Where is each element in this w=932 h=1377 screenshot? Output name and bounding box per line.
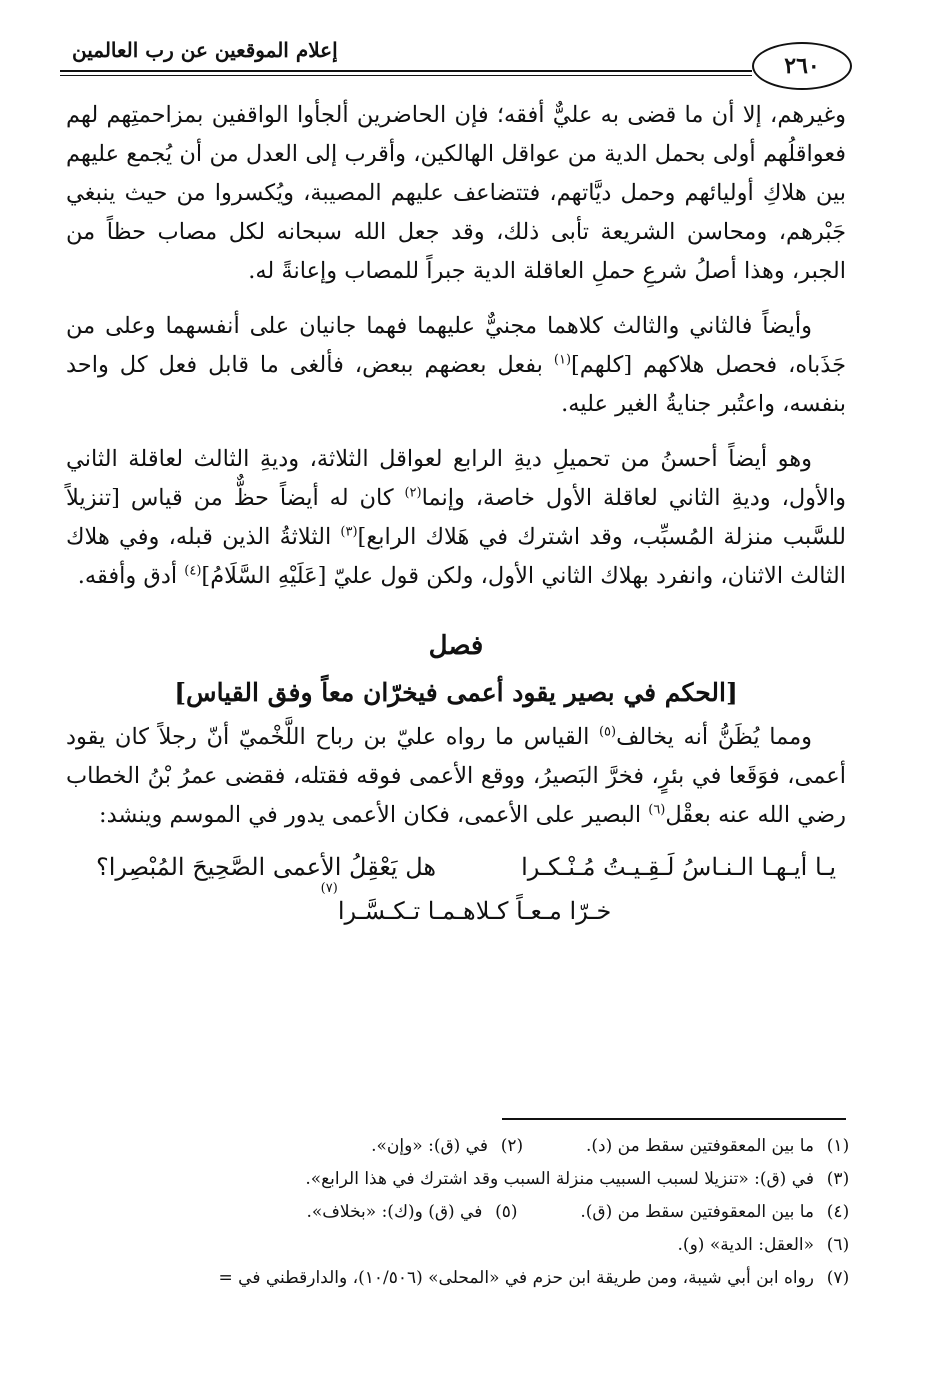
footnote-5 bbox=[307, 1196, 521, 1229]
paragraph-4-text-c: البصير على الأعمى، فكان الأعمى يدور في الموسم وينشد: bbox=[99, 802, 649, 828]
paragraph-1: وغيرهم، إلا أن ما قضى به عليٌّ أفقه؛ فإن الحاضرين ألجأوا الواقفين بمزاحمتِهم لهم فعواقلُهم أولى بحمل الدية من عواقل الهالكين، وأقرب إلى العدل من أن يُجمع عليهم بين هلاكِ أوليائهم وحمل ديَّاتهم، فتتضاعف عليهم المصيبة، ويُكسروا من حيث ينبغي جَبْرهم، ومحاسن الشريعة تأبى ذلك، وقد جعل الله سبحانه لكل مصاب حظاً من الجبر، وهذا أصلُ شرعِ حملِ العاقلة الدية جبراً للمصاب وإعانةً له. bbox=[66, 102, 846, 284]
footnote-3 bbox=[305, 1163, 852, 1196]
footnotes bbox=[40, 1130, 852, 1295]
footnote-7 bbox=[219, 1262, 852, 1295]
verse-hemistich-right: يـا أيـهـا الـنـاسُ لَـقِـيـتُ مُـنْـكـرا bbox=[521, 853, 836, 881]
paragraph-3-text-c: الثلاثةُ الذين قبله، وفي هلاك الثالث الاثنان، وانفرد بهلاك الثاني الأول، ولكن قول عليّ [عَلَيْهِ السَّلَامُ] bbox=[66, 524, 846, 589]
footnote-5-number: (٥) bbox=[495, 1202, 518, 1222]
verse-line-2-text: خـرّا مـعـاً كـلاهـمـا تـكـسَّـرا bbox=[337, 897, 612, 925]
verse-hemistich-left: هل يَعْقِلُ الأعمى الصَّحِيحَ المُبْصِرا؟ bbox=[96, 853, 437, 881]
paragraph-2-text-a: وأيضاً فالثاني والثالث كلاهما مجنيٌّ عليهما فهما جانيان على أنفسهما وعلى من جَذَباه، فحصل هلاكهم [كلهم] bbox=[66, 313, 846, 378]
footnote-ref-6: (٦) bbox=[648, 802, 666, 818]
footnote-1 bbox=[586, 1130, 852, 1163]
footnote-3-number: (٣) bbox=[826, 1169, 850, 1189]
footnote-6-number: (٦) bbox=[826, 1235, 850, 1255]
footnote-line-5 bbox=[40, 1262, 852, 1295]
section-subheading: [الحكم في بصير يقود أعمى فيخرّان معاً وفق القياس] bbox=[174, 678, 738, 707]
paragraph-2-text-b: بفعل بعضهم ببعض، فألغى ما قابل فعل كل واحد بنفسه، واعتُبر جنايةُ الغير عليه. bbox=[66, 352, 846, 417]
footnote-5-text: في (ق) و(ك): «بخلاف». bbox=[306, 1202, 483, 1222]
footnote-2-text: في (ق): «وإن». bbox=[371, 1136, 488, 1156]
footnote-ref-7: (٧) bbox=[320, 881, 338, 896]
book-title: إعلام الموقعين عن رب العالمين bbox=[72, 38, 338, 62]
footnote-6-text: «العقل: الدية» (و). bbox=[677, 1235, 814, 1255]
poem-verse bbox=[66, 845, 846, 933]
footnote-line-3 bbox=[40, 1196, 852, 1229]
page-header bbox=[40, 28, 852, 92]
footnote-line-2 bbox=[40, 1163, 852, 1196]
header-rule bbox=[60, 70, 752, 72]
main-text bbox=[66, 96, 846, 933]
footnote-ref-1: (١) bbox=[553, 352, 572, 368]
footnote-separator bbox=[502, 1118, 846, 1120]
footnote-1-number: (١) bbox=[826, 1136, 850, 1156]
footnote-2 bbox=[371, 1130, 526, 1163]
footnote-ref-3: (٣) bbox=[340, 524, 358, 540]
footnote-line-4 bbox=[40, 1229, 852, 1262]
footnote-1-text: ما بين المعقوفتين سقط من (د). bbox=[585, 1136, 814, 1156]
footnote-2-number: (٢) bbox=[500, 1136, 524, 1156]
paragraph-3-text-a: وهو أيضاً أحسنُ من تحميلِ ديةِ الرابع لعواقل الثلاثة، وديةِ الثالث لعاقلة الثاني والأول، وديةِ الثاني لعاقلة الأول خاصة، وإنما bbox=[66, 446, 846, 511]
paragraph-4 bbox=[66, 718, 846, 835]
paragraph-4-text-a: ومما يُظَنُّ أنه يخالف bbox=[616, 724, 813, 750]
paragraph-3-text-d: أدق وأفقه. bbox=[77, 563, 185, 589]
footnote-4-number: (٤) bbox=[826, 1202, 850, 1222]
verse-line-2 bbox=[66, 881, 846, 933]
footnote-7-text: رواه ابن أبي شيبة، ومن طريقة ابن حزم في «المحلى» (١٠/٥٠٦)، والدارقطني في = bbox=[218, 1268, 814, 1288]
verse-line-1 bbox=[66, 845, 846, 889]
paragraph-4-text-b: القياس ما رواه عليّ بن رباح اللَّخْميّ أنّ رجلاً كان يقود أعمى، فوَقَعا في بئرٍ، فخرَّ البَصيرُ، ووقع الأعمى فوقه فقتله، فقضى عمرُ بْنُ الخطاب رضي الله عنه بعقْل bbox=[66, 724, 846, 828]
page-number: ٢٦٠ bbox=[752, 42, 852, 90]
footnote-ref-5: (٥) bbox=[598, 724, 617, 740]
paragraph-3-text-b: كان له أيضاً حظٌّ من قياس [تنزيلاً للسَّبب منزلة المُسبِّب، وقد اشترك في هَلاك الرابع] bbox=[66, 485, 847, 550]
footnote-3-text: في (ق): «تنزيلا لسبب السبيب منزلة السبب وقد اشترك في هذا الرابع». bbox=[305, 1169, 814, 1189]
footnote-6 bbox=[678, 1229, 852, 1262]
footnote-4 bbox=[580, 1196, 852, 1229]
footnote-line-1 bbox=[40, 1130, 852, 1163]
footnote-ref-4: (٤) bbox=[184, 563, 202, 579]
header-rule-thin bbox=[60, 75, 752, 76]
section-heading: فصل bbox=[428, 631, 484, 661]
footnote-ref-2: (٢) bbox=[404, 485, 422, 501]
paragraph-2 bbox=[66, 307, 846, 424]
paragraph-3 bbox=[66, 440, 846, 596]
footnote-7-number: (٧) bbox=[826, 1268, 850, 1288]
footnote-4-text: ما بين المعقوفتين سقط من (ق). bbox=[580, 1202, 814, 1222]
